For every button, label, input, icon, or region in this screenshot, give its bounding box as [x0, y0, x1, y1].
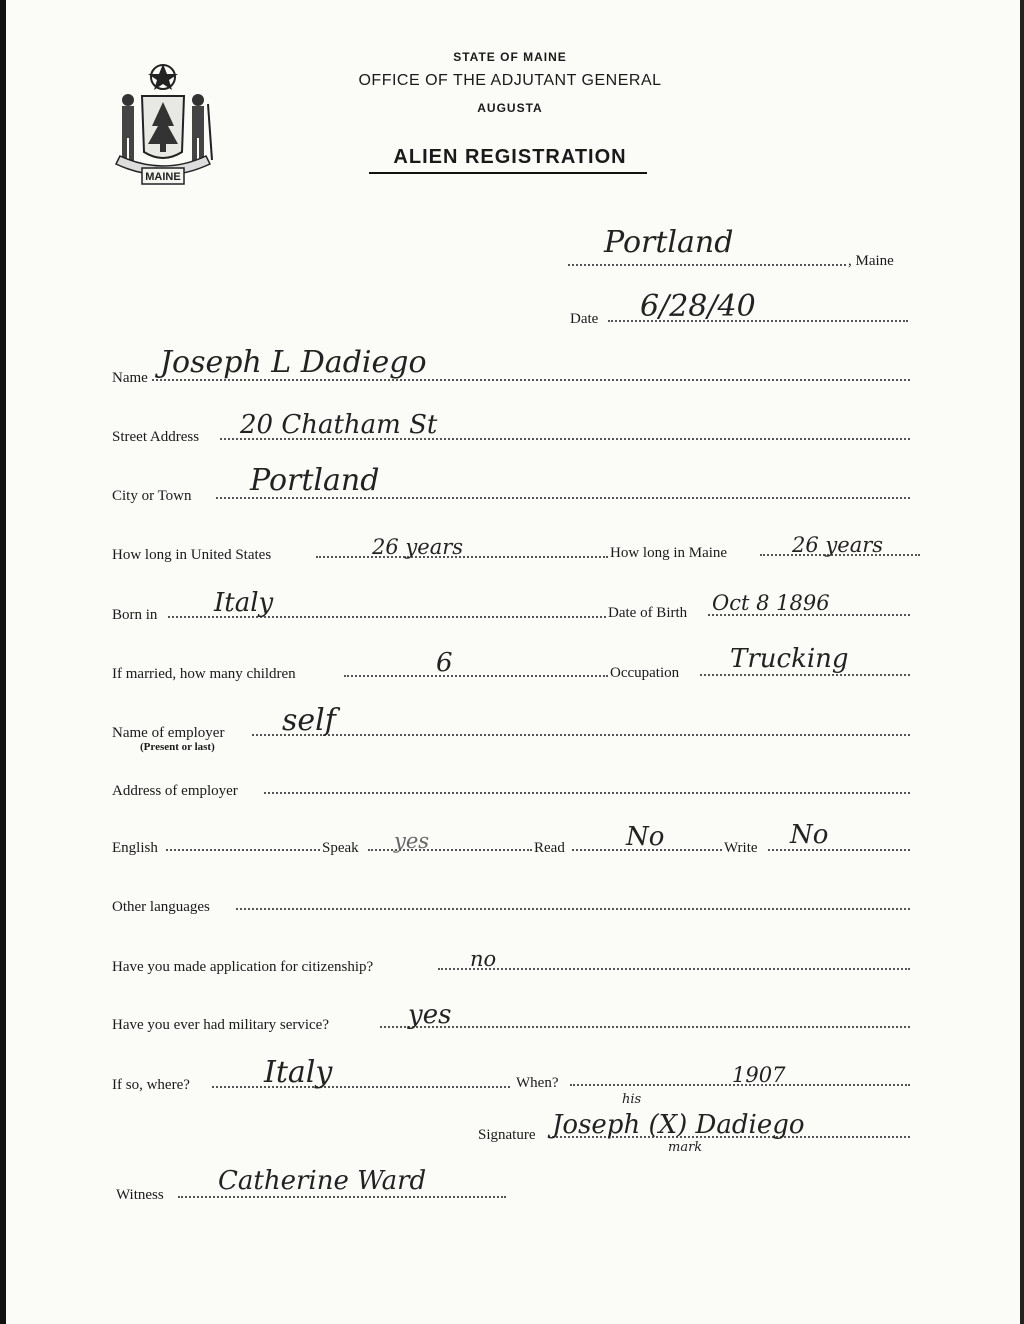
- employer-address-label: Address of employer: [112, 783, 238, 799]
- location-line: [568, 264, 846, 266]
- speak-line: [368, 849, 532, 851]
- citizenship-value: no: [470, 947, 497, 971]
- children-value: 6: [436, 648, 453, 678]
- military-line: [380, 1026, 910, 1028]
- office-heading: OFFICE OF THE ADJUTANT GENERAL: [358, 72, 662, 89]
- other-languages-label: Other languages: [112, 899, 210, 915]
- employer-line: [252, 734, 910, 736]
- date-label: Date: [570, 311, 599, 327]
- english-line: [166, 849, 320, 851]
- years-us-value: 26 years: [372, 535, 464, 559]
- dob-label: Date of Birth: [608, 605, 688, 621]
- employer-sublabel: (Present or last): [140, 741, 215, 753]
- write-label: Write: [724, 840, 758, 856]
- when-label: When?: [516, 1075, 559, 1091]
- name-value: Joseph L Dadiego: [160, 345, 427, 380]
- signature-mark-bottom: mark: [668, 1140, 703, 1155]
- form-title: ALIEN REGISTRATION: [393, 146, 627, 168]
- employer-label: Name of employer: [112, 725, 225, 741]
- where-line: [212, 1086, 510, 1088]
- children-line: [344, 675, 608, 677]
- where-value: Italy: [264, 1055, 333, 1090]
- state-heading: STATE OF MAINE: [453, 50, 567, 64]
- citizenship-line: [438, 968, 910, 970]
- other-languages-line: [236, 908, 910, 910]
- witness-value: Catherine Ward: [218, 1166, 427, 1196]
- title-underline: [369, 172, 647, 174]
- signature-mark-top: his: [622, 1092, 642, 1107]
- employer-address-line: [264, 792, 910, 794]
- where-label: If so, where?: [112, 1077, 190, 1093]
- years-us-label: How long in United States: [112, 547, 272, 563]
- speak-value: yes: [394, 829, 430, 853]
- when-value: 1907: [732, 1063, 786, 1087]
- seal-text: MAINE: [145, 171, 181, 183]
- years-maine-label: How long in Maine: [610, 545, 728, 561]
- occupation-value: Trucking: [730, 644, 849, 674]
- read-label: Read: [534, 840, 565, 856]
- read-value: No: [626, 822, 665, 852]
- citizenship-label: Have you made application for citizenship?: [112, 959, 374, 975]
- children-label: If married, how many children: [112, 666, 296, 682]
- location-suffix: , Maine: [848, 253, 894, 269]
- years-maine-value: 26 years: [792, 533, 884, 557]
- city-value: Portland: [250, 463, 380, 498]
- name-label: Name: [112, 370, 148, 386]
- employer-value: self: [282, 703, 336, 738]
- city-label: City or Town: [112, 488, 192, 504]
- signature-label: Signature: [478, 1127, 536, 1143]
- english-label: English: [112, 840, 158, 856]
- speak-label: Speak: [322, 840, 359, 856]
- witness-line: [178, 1196, 506, 1198]
- street-value: 20 Chatham St: [240, 410, 438, 440]
- location-value: Portland: [604, 225, 734, 260]
- write-value: No: [790, 820, 829, 850]
- occupation-label: Occupation: [610, 665, 680, 681]
- street-label: Street Address: [112, 429, 200, 445]
- city-heading: AUGUSTA: [477, 101, 543, 115]
- occupation-line: [700, 674, 910, 676]
- born-in-value: Italy: [214, 588, 274, 618]
- date-value: 6/28/40: [640, 289, 756, 324]
- military-label: Have you ever had military service?: [112, 1017, 329, 1033]
- military-value: yes: [408, 1000, 452, 1030]
- witness-label: Witness: [116, 1187, 164, 1203]
- signature-value: Joseph (X) Dadiego: [552, 1110, 805, 1140]
- born-in-label: Born in: [112, 607, 158, 623]
- state-seal: [108, 60, 218, 192]
- dob-value: Oct 8 1896: [712, 591, 830, 615]
